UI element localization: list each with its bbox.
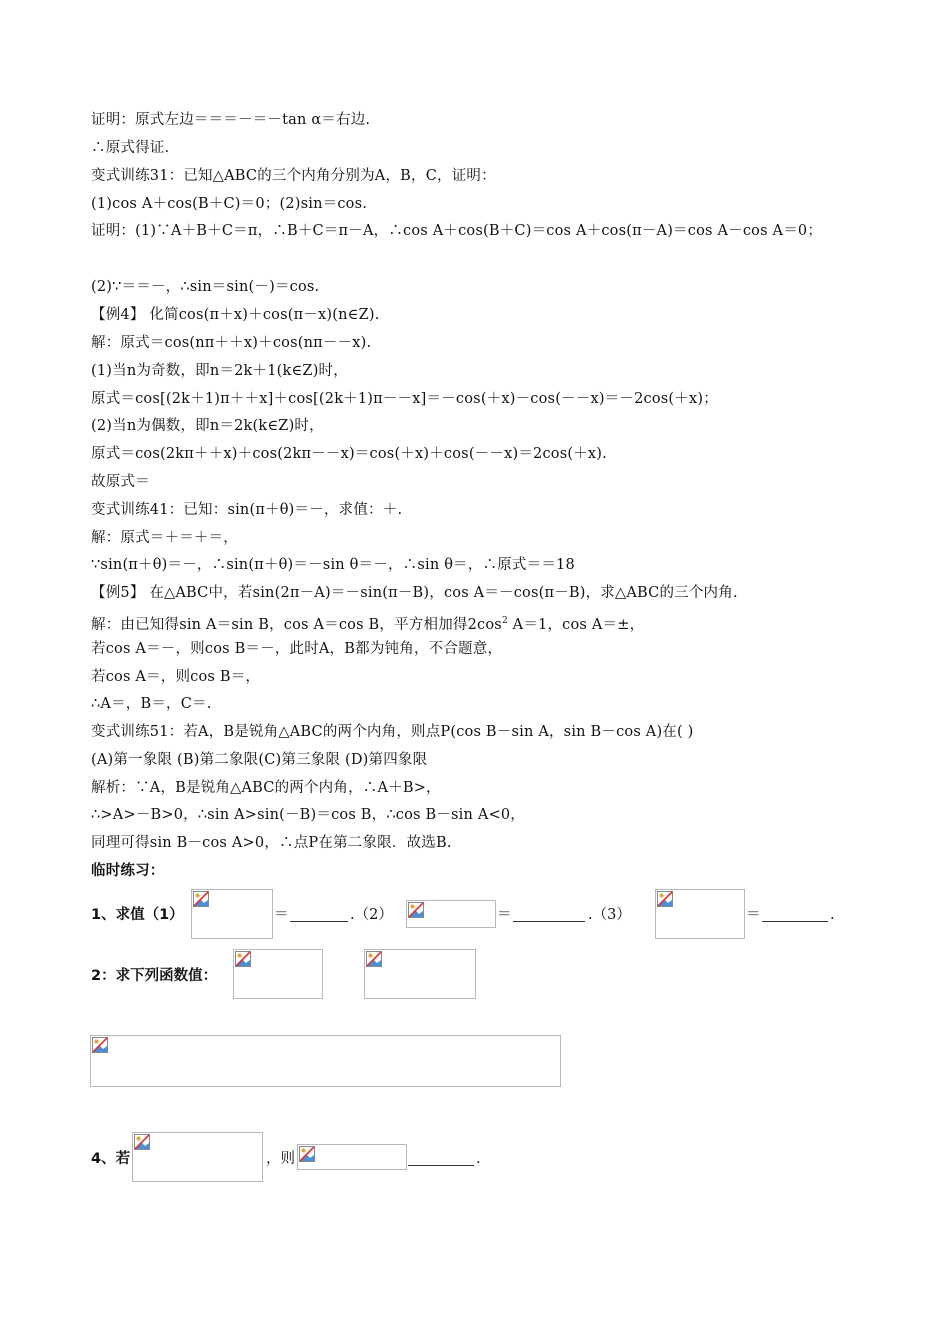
q1-image-3 <box>655 889 745 939</box>
q1-answer-blank-2[interactable] <box>513 907 585 922</box>
exercise-41-title: 变式训练41：已知：sin(π＋θ)＝－，求值：＋. <box>91 502 403 518</box>
broken-image-icon <box>235 951 251 967</box>
q4-image-1 <box>132 1132 263 1182</box>
example-4-solution: 解：原式＝cos(nπ＋＋x)＋cos(nπ－－x). <box>91 335 372 351</box>
q1-equals-2: ＝ <box>497 907 512 923</box>
q1-image-2 <box>406 900 496 928</box>
q1-prefix: 1、求值（1） <box>91 907 184 923</box>
q4-period: . <box>476 1151 481 1167</box>
practice-heading: 临时练习： <box>91 863 165 879</box>
exercise-41-result: ∵sin(π＋θ)＝－，∴sin(π＋θ)＝－sin θ＝－，∴sin θ＝，∴原式＝＝18 <box>91 557 575 573</box>
broken-image-icon <box>193 891 209 907</box>
q3-image <box>90 1035 561 1087</box>
example-4-case-odd: (1)当n为奇数，即n＝2k＋1(k∈Z)时， <box>91 363 348 379</box>
example-5-title: 【例5】 在△ABC中，若sin(2π－A)＝－sin(π－B)，cos A＝－cos(π－B)，求△ABC的三个内角. <box>91 585 738 601</box>
example-5-result: ∴A＝，B＝，C＝. <box>91 696 212 712</box>
broken-image-icon <box>299 1146 315 1162</box>
exercise-51-analysis-2: ∴>A>－B>0，∴sin A>sin(－B)＝cos B，∴cos B－sin A<0， <box>91 807 525 823</box>
exercise-31-proof-1: 证明：(1)∵A＋B＋C＝π，∴B＋C＝π－A，∴cos A＋cos(B＋C)＝cos A＋cos(π－A)＝cos A－cos A＝0； <box>91 223 823 239</box>
q1-separator-3: .（3） <box>588 907 631 923</box>
example-5-case-2: 若cos A＝，则cos B＝， <box>91 669 261 685</box>
broken-image-icon <box>408 902 424 918</box>
broken-image-icon <box>366 951 382 967</box>
example-5-solution: 解：由已知得sin A＝sin B，cos A＝cos B，平方相加得$2\cos^2$ A＝1，cos A＝±， <box>91 616 645 633</box>
q4-prefix: 4、若 <box>91 1151 131 1167</box>
proof-line: 证明：原式左边＝＝＝－＝－tan α＝右边. <box>91 112 371 128</box>
q4-answer-blank[interactable] <box>408 1151 474 1166</box>
exercise-51-analysis-1: 解析：∵A，B是锐角△ABC的两个内角，∴A＋B>， <box>91 780 441 796</box>
q4-image-2 <box>297 1144 407 1170</box>
q2-image-2 <box>364 949 476 999</box>
example-4-odd-result: 原式＝cos[(2k＋1)π＋＋x]＋cos[(2k＋1)π－－x]＝－cos(＋x)－cos(－－x)＝－2cos(＋x)； <box>91 391 718 407</box>
example-4-title: 【例4】 化简cos(π＋x)＋cos(π－x)(n∈Z). <box>91 307 380 323</box>
broken-image-icon <box>657 891 673 907</box>
q4-then: ，则 <box>266 1151 295 1167</box>
q1-period: . <box>830 907 835 923</box>
exercise-31-proof-2: (2)∵＝＝－，∴sin＝sin(－)＝cos. <box>91 279 320 295</box>
q2-label: 2：求下列函数值： <box>91 968 218 984</box>
example-4-final: 故原式＝ <box>91 474 150 490</box>
q1-equals-1: ＝ <box>274 907 289 923</box>
exercise-31-parts: (1)cos A＋cos(B＋C)＝0；(2)sin＝cos. <box>91 196 368 212</box>
q1-image-1 <box>191 889 273 939</box>
q1-answer-blank-3[interactable] <box>762 907 828 922</box>
exercise-51-answer: 同理可得sin B－cos A>0，∴点P在第二象限．故选B. <box>91 835 452 851</box>
conclusion-line: ∴原式得证. <box>91 140 170 156</box>
broken-image-icon <box>134 1134 150 1150</box>
q1-separator-2: .（2） <box>350 907 393 923</box>
exercise-51-options: (A)第一象限 (B)第二象限(C)第三象限 (D)第四象限 <box>91 752 428 768</box>
exercise-51-title: 变式训练51：若A，B是锐角△ABC的两个内角，则点P(cos B－sin A，sin B－cos A)在( ) <box>91 724 694 740</box>
exercise-41-solution: 解：原式＝＋＝＋＝， <box>91 530 238 546</box>
q1-answer-blank-1[interactable] <box>290 907 348 922</box>
q2-image-1 <box>233 949 323 999</box>
example-4-even-result: 原式＝cos(2kπ＋＋x)＋cos(2kπ－－x)＝cos(＋x)＋cos(－－x)＝2cos(＋x). <box>91 446 607 462</box>
example-4-case-even: (2)当n为偶数，即n＝2k(k∈Z)时， <box>91 418 324 434</box>
q1-equals-3: ＝ <box>746 907 761 923</box>
example-5-case-1: 若cos A＝－，则cos B＝－，此时A，B都为钝角，不合题意， <box>91 641 503 657</box>
broken-image-icon <box>92 1037 108 1053</box>
exercise-31-title: 变式训练31：已知△ABC的三个内角分别为A，B，C，证明： <box>91 168 496 184</box>
